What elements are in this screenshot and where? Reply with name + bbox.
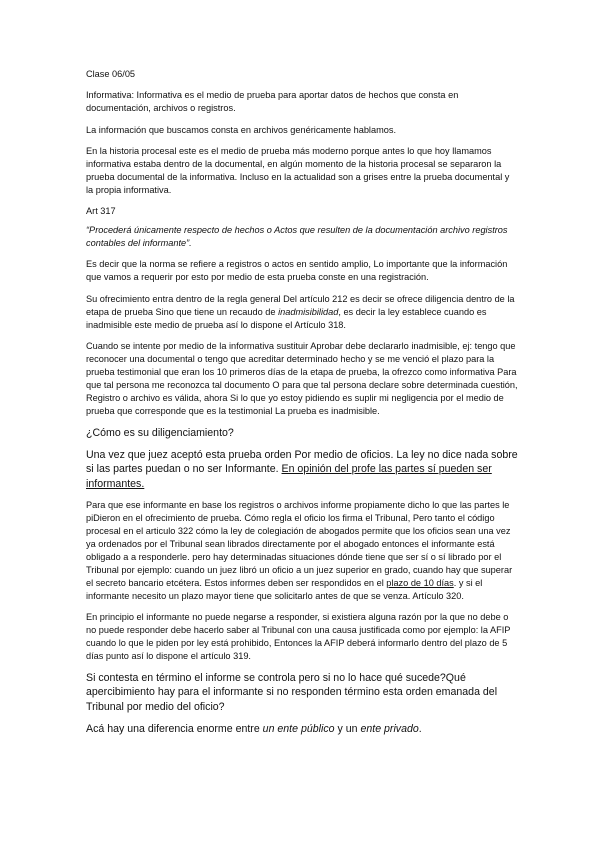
text-span: y un xyxy=(334,723,361,736)
ente-publico-italic: un ente público xyxy=(262,723,335,736)
paragraph-ente-publico-privado xyxy=(86,722,518,736)
paragraph-ofrecimiento xyxy=(86,293,518,332)
text-span: Una vez que juez aceptó esta prueba orden Por medio de oficios. La ley no dice nada sobre si las partes puedan o no ser Informante. xyxy=(86,449,518,476)
class-date: Clase 06/05 xyxy=(86,69,136,79)
text-span: Su ofrecimiento entra dentro de la regla general Del artículo 212 es decir se ofrece diligencia dentro de la etapa de prueba Sino que tiene un recaudo de xyxy=(86,293,515,317)
plazo-underlined: plazo de 10 días xyxy=(386,577,454,588)
paragraph-oficios xyxy=(86,448,518,491)
inadmisibilidad-italic: inadmisibilidad xyxy=(278,306,339,317)
article-317-quote: “Procederá únicamente respecto de hechos o Actos que resulten de la documentación archivo registros contables del informante”. xyxy=(86,225,508,249)
paragraph-procedural-history: En la historia procesal este es el medio de prueba más moderno porque antes lo que hoy llamamos informativa estaba dentro de la documental, en algún momento de la historia procesal se separaron la prueba documental de la informativa. Incluso en la actualidad son a grises entre la prueba documental y la propia informativa. xyxy=(86,146,510,195)
paragraph-norma-registros: Es decir que la norma se refiere a registros o actos en sentido amplio, Lo importante que la información que vamos a requerir por esto por medio de esta prueba conste en una registración. xyxy=(86,259,508,283)
paragraph-information-archives: La información que buscamos consta en archivos genéricamente hablamos. xyxy=(86,124,396,135)
text-span: . xyxy=(418,723,422,736)
article-317-heading: Art 317 xyxy=(86,206,116,217)
paragraph-informativa-definition: Informativa: Informativa es el medio de prueba para aportar datos de hechos que consta en documentación, archivos o registros. xyxy=(86,90,459,114)
text-span: , es decir la ley establece cuando es inadmisible este medio de prueba así lo dispone el Artículo 318. xyxy=(86,306,487,330)
paragraph-inadmisible-example: Cuando se intente por medio de la informativa sustituir Aprobar debe declararlo inadmisible, ej: tengo que reconocer una documental o tengo que acreditar determinado hecho y se me venció el plazo para la prueba testimonial que eran los 10 primeros días de la etapa de prueba, la ofrezco como informativa Para que tal persona me reconozca tal documento O para que tal persona declare sobre determinada cuestión, Registro o archivo es válida, ahora Si lo que yo estoy pidiendo es suplir mi negligencia por el medio de prueba que corresponde que es la testimonial La prueba es inadmisible. xyxy=(86,341,518,416)
text-span: Para que ese informante en base los registros o archivos informe propiamente dicho lo que las partes le piDieron en el ofrecimiento de prueba. Cómo regla el oficio los firma el Tribunal, Pero tanto el código procesal en el articulo 322 cómo la ley de colegiación de abogados permite que los oficios sean una vez ya ordenados por el Tribunal sean librados directamente por el abogado entonces el informante está obligado a a responderle. pero hay determinadas situaciones dónde tiene que ser sí o sí librado por el Tribunal por ejemplo: cuando un juez libró un oficio a un juez superior en grado, cuando hay que superar el secreto bancario etcétera. Estos informes deben ser respondidos en el xyxy=(86,500,513,588)
paragraph-negarse-responder: En principio el informante no puede negarse a responder, si existiera alguna razón por la que no debe o no puede responder debe hacerlo saber al Tribunal con una causa justificada como por ejemplo: la AFIP cuando lo que le piden por ley está prohibido, Entonces la AFIP deberá informarlo dentro del plazo de 5 días punto así lo dispone el artículo 319. xyxy=(86,612,511,661)
ente-privado-italic: ente privado xyxy=(360,723,419,736)
text-span: . y si el informante necesito un plazo mayor tiene que solicitarlo antes de que se venza. Artículo 320. xyxy=(86,577,483,601)
document-page xyxy=(86,68,518,745)
profe-opinion-underlined: En opinión del profe las partes sí pueden ser informantes. xyxy=(86,463,492,490)
paragraph-informante-registros xyxy=(86,499,518,602)
paragraph-apercibimiento: Si contesta en término el informe se controla pero si no lo hace qué sucede?Qué apercibimiento hay para el informante si no responden término esta orden emanada del Tribunal por medio del oficio? xyxy=(86,672,498,713)
text-span: Acá hay una diferencia enorme entre xyxy=(86,723,263,736)
diligenciamiento-heading: ¿Cómo es su diligenciamiento? xyxy=(86,426,234,439)
